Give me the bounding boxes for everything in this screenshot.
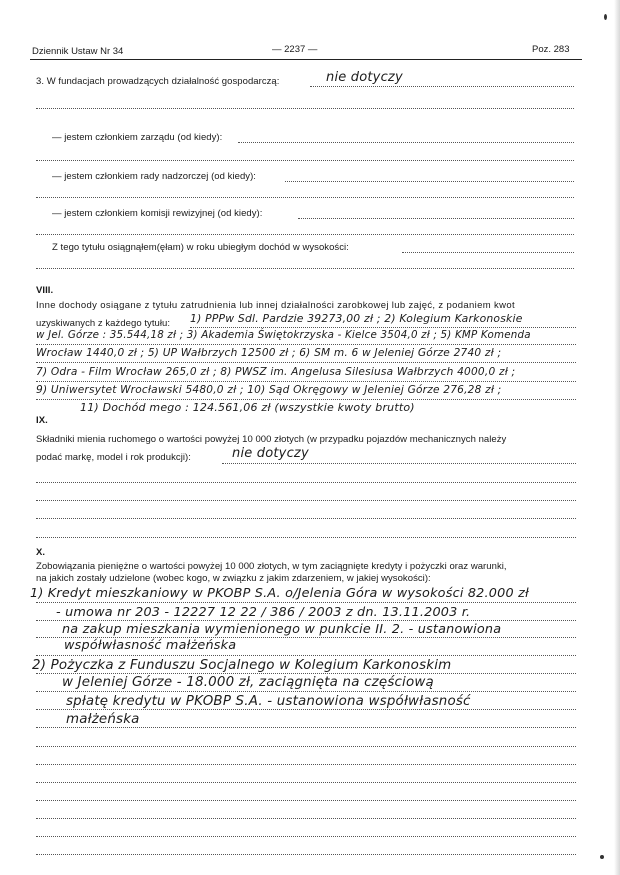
komisja-dotted-line — [298, 218, 574, 219]
liability-entry-line-6: w Jeleniej Górze - 18.000 zł, zaciągnięta na częściową — [62, 675, 434, 690]
komisja-label: — jestem członkiem komisji rewizyjnej (od kiedy): — [52, 208, 263, 219]
x-dotted-line-3 — [36, 637, 576, 638]
x-dotted-line-9 — [36, 746, 576, 747]
q3-dotted-line-2 — [310, 86, 574, 87]
section-ix-number: IX. — [36, 415, 48, 426]
section-viii-text-1: Inne dochody osiągane z tytułu zatrudnienia lub innej działalności zarobkowej lub zajęć, z podaniem kwot — [36, 300, 515, 311]
liability-entry-line-8: małżeńska — [66, 712, 140, 727]
section-x-text-2: na jakich zostały udzielone (wobec kogo, w związku z jakim zdarzeniem, w jakiej wysokości): — [36, 573, 431, 584]
x-dotted-line-11 — [36, 782, 576, 783]
income-entry-line-1: 1) PPPw Sdl. Pardzie 39273,00 zł ; 2) Kolegium Karkonoskie — [190, 312, 523, 325]
scan-speck — [600, 855, 604, 859]
x-dotted-line-8 — [36, 727, 576, 728]
income-entry-line-3: Wrocław 1440,0 zł ; 5) UP Wałbrzych 12500 zł ; 6) SM m. 6 w Jeleniej Górze 2740 zł ; — [36, 347, 502, 359]
x-dotted-line-6 — [36, 691, 576, 692]
x-dotted-line-15 — [36, 854, 576, 855]
x-dotted-line-13 — [36, 818, 576, 819]
x-dotted-line-12 — [36, 800, 576, 801]
q3-dotted-line — [36, 108, 574, 109]
scan-edge-shadow — [614, 0, 620, 875]
x-dotted-line-7 — [36, 709, 576, 710]
viii-dotted-line-1 — [190, 327, 576, 328]
section-x-number: X. — [36, 547, 46, 558]
page-number: — 2237 — — [272, 44, 318, 55]
liability-entry-line-1: 1) Kredyt mieszkaniowy w PKOBP S.A. o/Jelenia Góra w wysokości 82.000 zł — [30, 586, 529, 601]
ix-dotted-line-5 — [36, 537, 576, 538]
rada-dotted-line-2 — [36, 197, 574, 198]
ix-dotted-line-4 — [36, 518, 576, 519]
scan-speck — [604, 14, 607, 20]
section-viii-text-2: uzyskiwanych z każdego tytułu: — [36, 318, 171, 329]
rada-label: — jestem członkiem rady nadzorczej (od kiedy): — [52, 171, 256, 182]
income-entry-line-4: 7) Odra - Film Wrocław 265,0 zł ; 8) PWSZ im. Angelusa Silesiusa Wałbrzych 4000,0 zł ; — [36, 366, 516, 378]
header-rule — [30, 59, 582, 60]
liability-entry-line-7: spłatę kredytu w PKOBP S.A. - ustanowiona współwłasność — [66, 694, 471, 709]
ix-dotted-line-2 — [36, 482, 576, 483]
q3-label: 3. W fundacjach prowadzących działalność gospodarczą: — [36, 76, 280, 87]
q3-answer: nie dotyczy — [326, 70, 403, 85]
komisja-dotted-line-2 — [36, 234, 574, 235]
ix-answer: nie dotyczy — [232, 446, 309, 461]
ix-dotted-line-3 — [36, 500, 576, 501]
x-dotted-line-4 — [36, 655, 576, 656]
viii-dotted-line-2 — [36, 344, 576, 345]
income-entry-line-2: w Jel. Górze : 35.544,18 zł ; 3) Akademia Świętokrzyska - Kielce 3504,0 zł ; 5) KMP Komenda — [36, 329, 531, 341]
zarzad-label: — jestem członkiem zarządu (od kiedy): — [52, 132, 223, 143]
x-dotted-line-5 — [36, 673, 576, 674]
rada-dotted-line — [285, 181, 574, 182]
viii-dotted-line-4 — [36, 381, 576, 382]
journal-title: Dziennik Ustaw Nr 34 — [32, 46, 124, 57]
zarzad-dotted-line — [238, 142, 574, 143]
section-ix-text-1: Składniki mienia ruchomego o wartości powyżej 10 000 złotych (w przypadku pojazdów mechanicznych należy — [36, 434, 507, 445]
position-number: Poz. 283 — [532, 44, 570, 55]
x-dotted-line-10 — [36, 764, 576, 765]
section-viii-number: VIII. — [36, 285, 54, 296]
income-label: Z tego tytułu osiągnąłem(ęłam) w roku ubiegłym dochód w wysokości: — [52, 242, 349, 253]
section-ix-text-2: podać markę, model i rok produkcji): — [36, 452, 191, 463]
liability-entry-line-5: 2) Pożyczka z Funduszu Socjalnego w Kolegium Karkonoskim — [32, 658, 452, 673]
liability-entry-line-4: współwłasność małżeńska — [64, 638, 237, 653]
income-dotted-line-2 — [36, 268, 574, 269]
zarzad-dotted-line-2 — [36, 160, 574, 161]
liability-entry-line-3: na zakup mieszkania wymienionego w punkcie II. 2. - ustanowiona — [62, 622, 502, 637]
viii-dotted-line-5 — [36, 399, 576, 400]
income-entry-line-5: 9) Uniwersytet Wrocławski 5480,0 zł ; 10) Sąd Okręgowy w Jeleniej Górze 276,28 zł ; — [36, 384, 502, 396]
x-dotted-line-2 — [36, 620, 576, 621]
income-dotted-line — [402, 252, 574, 253]
income-entry-line-6: 11) Dochód mego : 124.561,06 zł (wszystkie kwoty brutto) — [80, 401, 415, 414]
liability-entry-line-2: - umowa nr 203 - 12227 12 22 / 386 / 2003 z dn. 13.11.2003 r. — [56, 605, 471, 620]
viii-dotted-line-3 — [36, 362, 576, 363]
section-x-text-1: Zobowiązania pieniężne o wartości powyżej 10 000 złotych, w tym zaciągnięte kredyty i pożyczki oraz warunki, — [36, 561, 507, 572]
x-dotted-line-14 — [36, 836, 576, 837]
ix-dotted-line-1 — [222, 463, 576, 464]
x-dotted-line-1 — [36, 602, 576, 603]
